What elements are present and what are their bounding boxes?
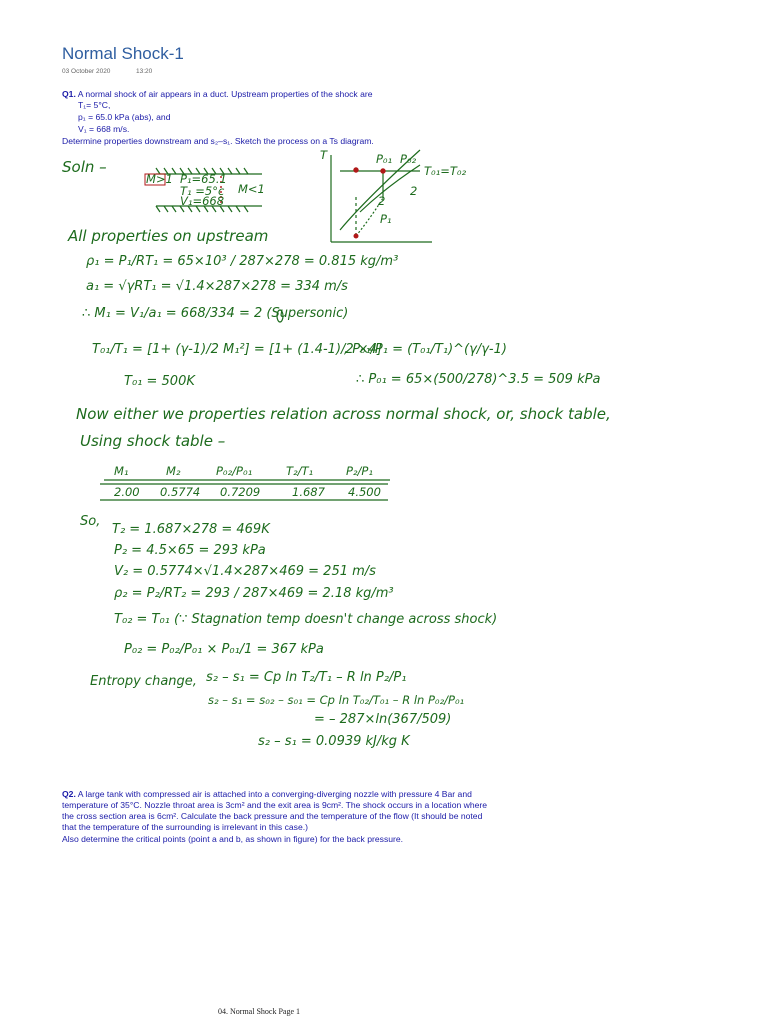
q1-t1: T₁= 5°C,	[78, 100, 111, 110]
using-shock-table: Using shock table –	[80, 432, 226, 450]
page-title: Normal Shock-1	[62, 44, 184, 63]
m1-equation: ∴ M₁ = V₁/a₁ = 668/334 = 2 (Supersonic)	[82, 306, 349, 321]
t01-value: T₀₁ = 500K	[124, 374, 195, 389]
p01-value: ∴ P₀₁ = 65×(500/278)^3.5 = 509 kPa	[356, 372, 601, 387]
table-header: M₂	[166, 464, 181, 478]
q1-label: Q1.	[62, 89, 76, 99]
duct-v1: V₁=668	[180, 194, 225, 208]
ts-2-label-b: 2	[378, 194, 386, 208]
table-cell: 4.500	[348, 485, 381, 499]
q2-line-1	[62, 789, 472, 800]
table-header: P₂/P₁	[346, 464, 373, 478]
a1-equation: a₁ = √γRT₁ = √1.4×287×278 = 334 m/s	[86, 279, 348, 294]
ts-t-axis-label: T	[320, 148, 328, 162]
t01-ratio-equation: T₀₁/T₁ = [1+ (γ-1)/2 M₁²] = [1+ (1.4-1)/2 ×4]	[92, 342, 383, 357]
page-date: 03 October 2020	[62, 68, 111, 75]
q2-text-3: the cross section area is 6cm². Calculate the back pressure and the temperature of the flow (It should be noted	[62, 811, 483, 821]
p01-ratio-equation: , P₀₁/P₁ = (T₀₁/T₁)^(γ/γ-1)	[344, 342, 507, 357]
ts-2-label-a: 2	[410, 184, 418, 198]
shock-relation-note: Now either we properties relation across normal shock, or, shock table,	[76, 405, 611, 423]
q2-text-4: that the temperature of the surrounding is irrelevant in this case.)	[62, 822, 309, 832]
ts-p02-label: P₀₂	[400, 152, 417, 166]
page-footer: 04. Normal Shock Page 1	[218, 1007, 300, 1016]
entropy-equation-2: s₂ – s₁ = s₀₂ – s₀₁ = Cp ln T₀₂/T₀₁ – R ln P₀₂/P₀₁	[208, 693, 465, 707]
entropy-equation-1: s₂ – s₁ = Cp ln T₂/T₁ – R ln P₂/P₁	[206, 670, 407, 685]
q1-ask: Determine properties downstream and s₂–s₁. Sketch the process on a Ts diagram.	[62, 136, 374, 146]
q1-p1: p₁ = 65.0 kPa (abs), and	[78, 112, 171, 122]
entropy-equation-3: = – 287×ln(367/509)	[314, 712, 452, 727]
p02-equation: P₀₂ = P₀₂/P₀₁ × P₀₁/1 = 367 kPa	[124, 642, 324, 657]
q1-v1: V₁ = 668 m/s.	[78, 124, 130, 134]
ts-p01-label: P₀₁	[376, 152, 393, 166]
table-header: P₀₂/P₀₁	[216, 464, 253, 478]
t2-equation: T₂ = 1.687×278 = 469K	[112, 522, 270, 537]
soln-label: Soln –	[62, 158, 107, 176]
so-label: So,	[80, 514, 101, 529]
rho1-equation: ρ₁ = P₁/RT₁ = 65×10³ / 287×278 = 0.815 kg/m³	[86, 254, 399, 269]
ts-p1-label: P₁	[380, 212, 392, 226]
v2-equation: V₂ = 0.5774×√1.4×287×469 = 251 m/s	[114, 564, 376, 579]
duct-mach-downstream: M<1	[238, 182, 265, 196]
page-time: 13:20	[136, 68, 153, 75]
table-header: T₂/T₁	[286, 464, 314, 478]
q1-intro: A normal shock of air appears in a duct. Upstream properties of the shock are	[77, 89, 373, 99]
duct-mach-upstream: M>1	[146, 172, 173, 186]
t02-equation: T₀₂ = T₀₁ (∵ Stagnation temp doesn't change across shock)	[114, 612, 498, 627]
p2-equation: P₂ = 4.5×65 = 293 kPa	[114, 543, 266, 558]
table-cell: 2.00	[114, 485, 140, 499]
table-header: M₁	[114, 464, 129, 478]
all-properties-heading: All properties on upstream	[68, 227, 269, 245]
q2-text-1: A large tank with compressed air is attached into a converging-diverging nozzle with pressure 4 Bar and	[77, 789, 472, 799]
entropy-heading: Entropy change,	[90, 674, 197, 689]
duct-p1: P₁=65.1	[180, 172, 227, 186]
ts-t0-label: T₀₁=T₀₂	[424, 164, 467, 178]
rho2-equation: ρ₂ = P₂/RT₂ = 293 / 287×469 = 2.18 kg/m³	[114, 586, 394, 601]
q2-label: Q2.	[62, 789, 76, 799]
table-cell: 0.7209	[220, 485, 261, 499]
entropy-result: s₂ – s₁ = 0.0939 kJ/kg K	[258, 734, 410, 749]
q2-text-5: Also determine the critical points (point a and b, as shown in figure) for the back pressure.	[62, 834, 404, 844]
duct-t1: T₁ =5°c	[180, 184, 225, 198]
q2-text-2: temperature of 35°C. Nozzle throat area is 3cm² and the exit area is 9cm². The shock occurs in a location where	[62, 800, 488, 810]
table-cell: 0.5774	[160, 485, 201, 499]
table-cell: 1.687	[292, 485, 325, 499]
